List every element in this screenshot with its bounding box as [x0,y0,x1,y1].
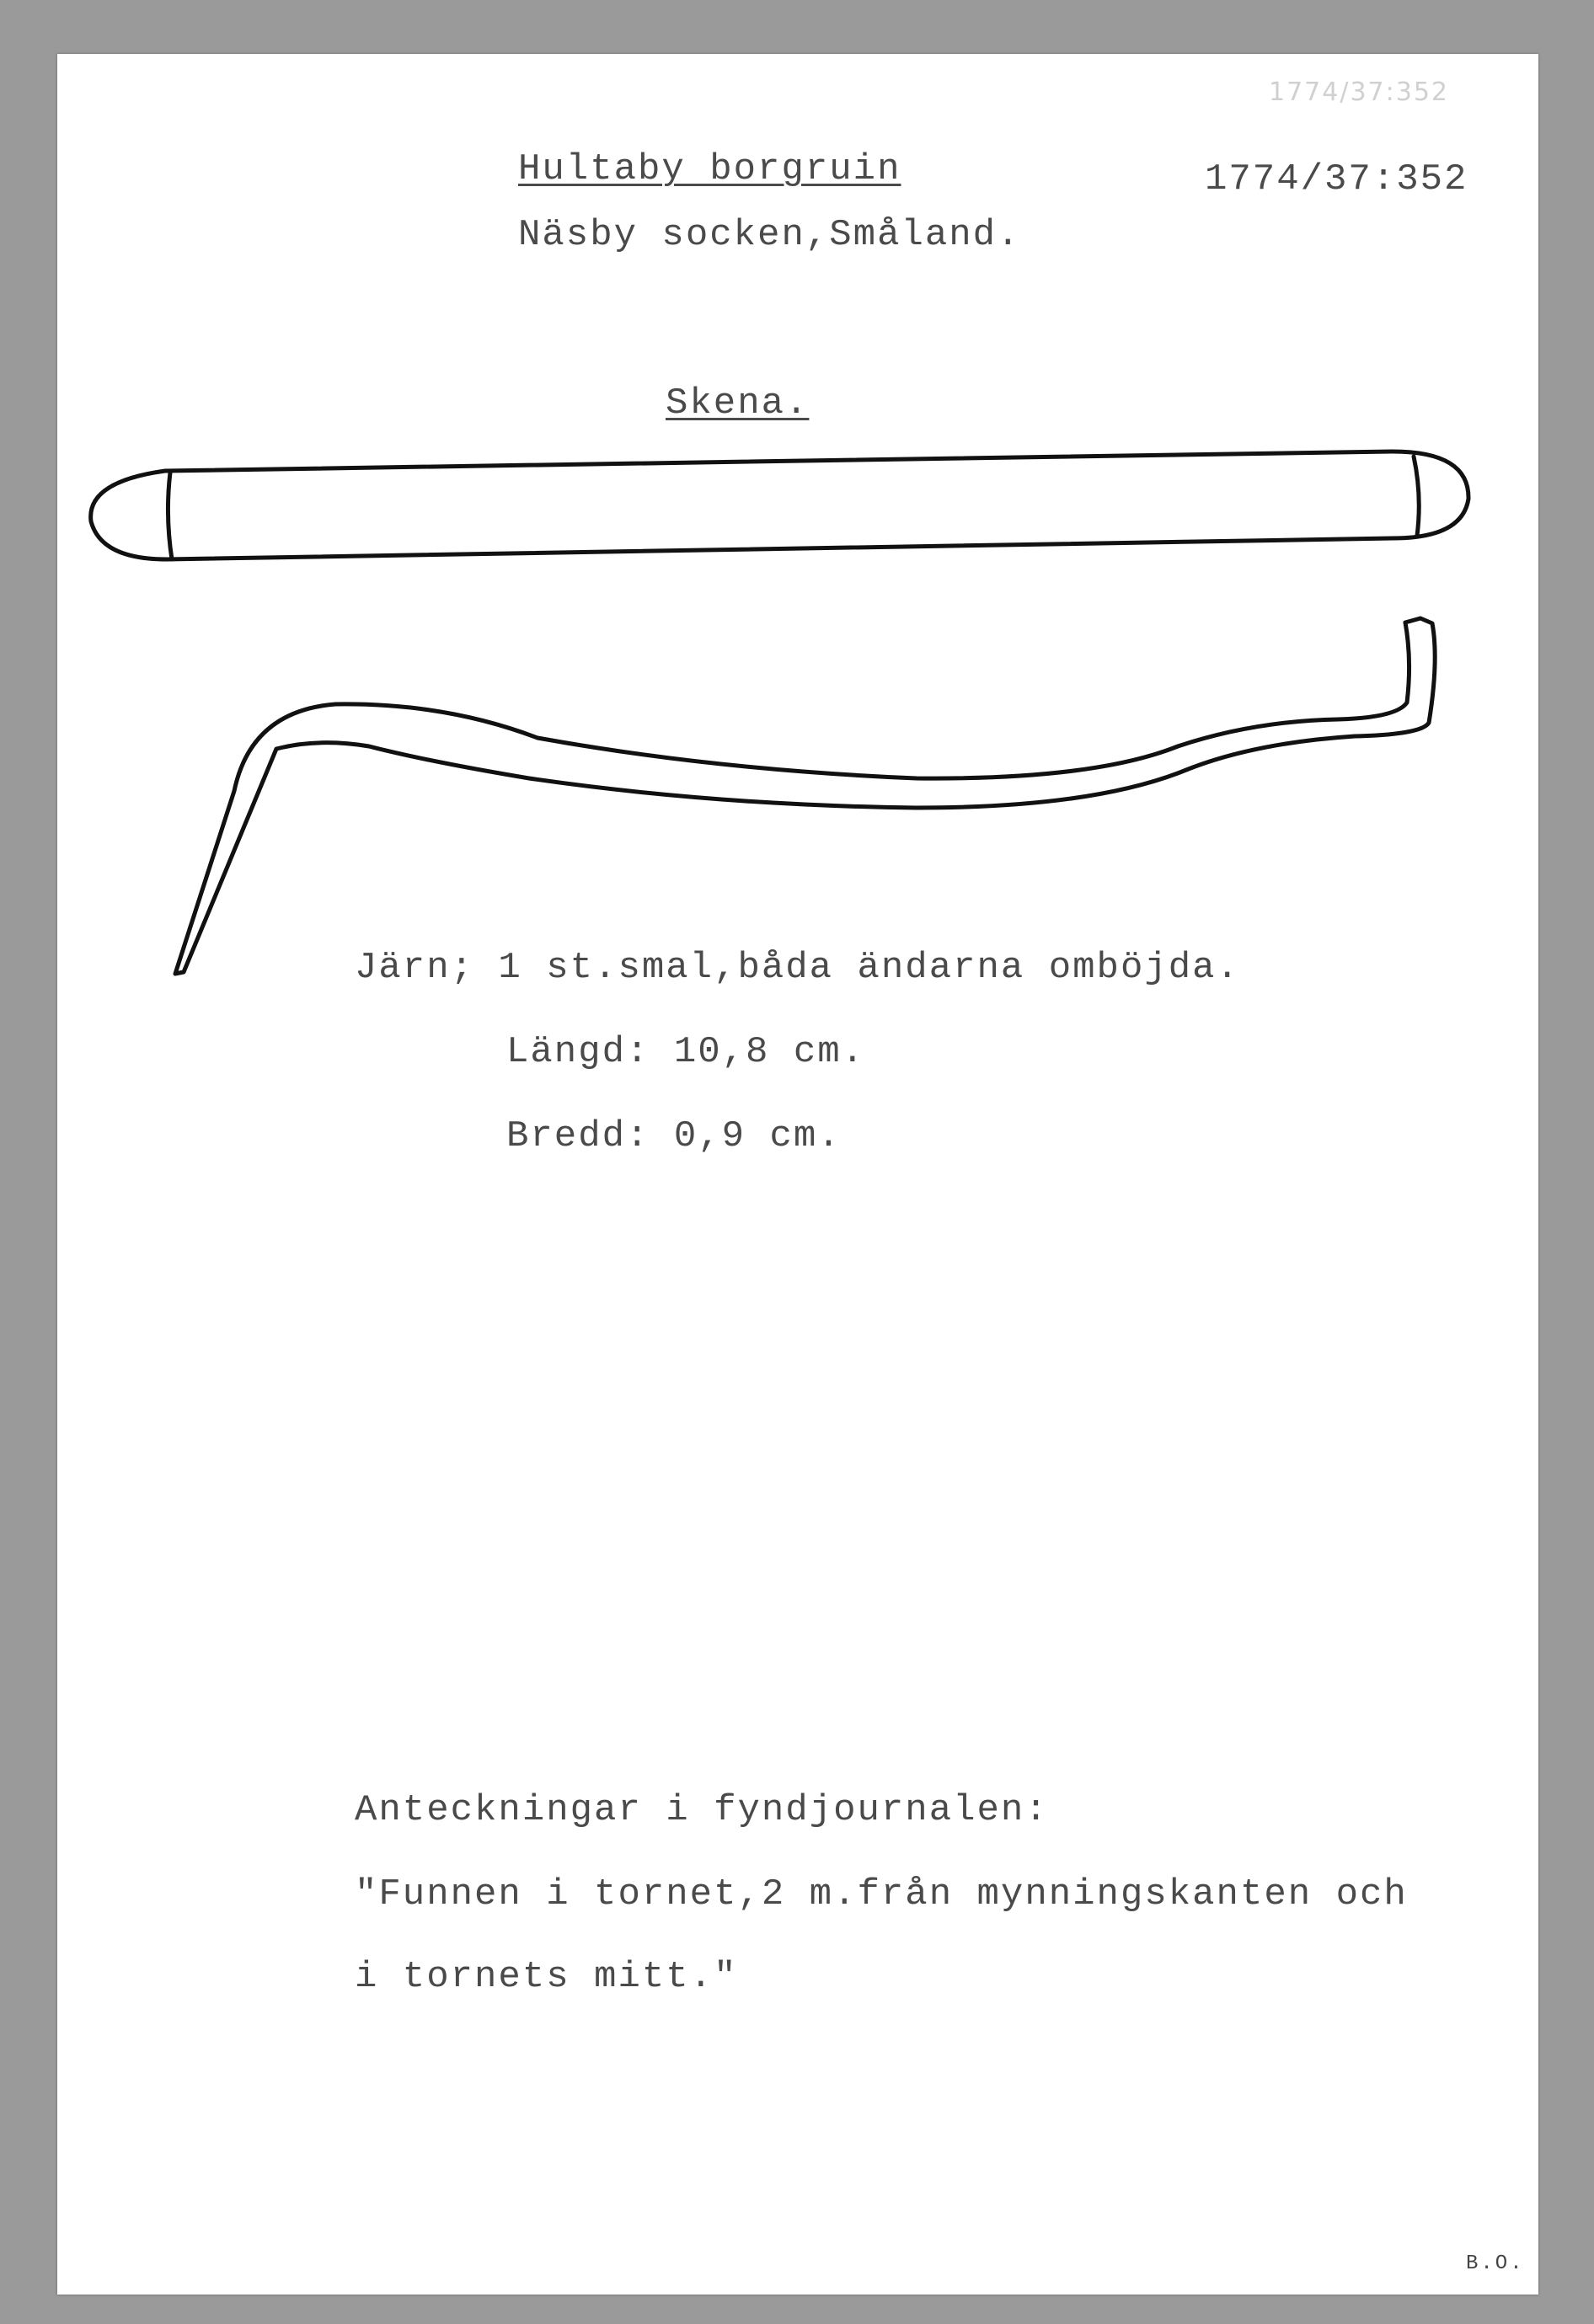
notes-heading: Anteckningar i fyndjournalen: [355,1789,1049,1831]
length-measurement: Längd: 10,8 cm. [506,1031,866,1073]
footer-initials: B.O. [1466,2252,1525,2275]
object-name: Skena. [666,382,810,425]
object-drawings [57,54,1538,1065]
catalog-card [57,54,1538,2295]
notes-line-1: "Funnen i tornet,2 m.från mynningskanten och [355,1873,1408,1915]
catalog-number: 1774/37:352 [1205,158,1468,200]
rail-side-view-drawing [175,618,1435,974]
material-description: Järn; 1 st.smal,båda ändarna omböjda. [355,947,1240,989]
rail-top-view-drawing [91,451,1468,559]
site-title: Hultaby borgruin [518,148,901,190]
parish-location: Näsby socken,Småland. [518,214,1021,256]
width-measurement: Bredd: 0,9 cm. [506,1115,842,1157]
faint-catalog-number: 1774/37:352 [1269,77,1449,107]
notes-line-2: i tornets mitt." [355,1956,738,1998]
